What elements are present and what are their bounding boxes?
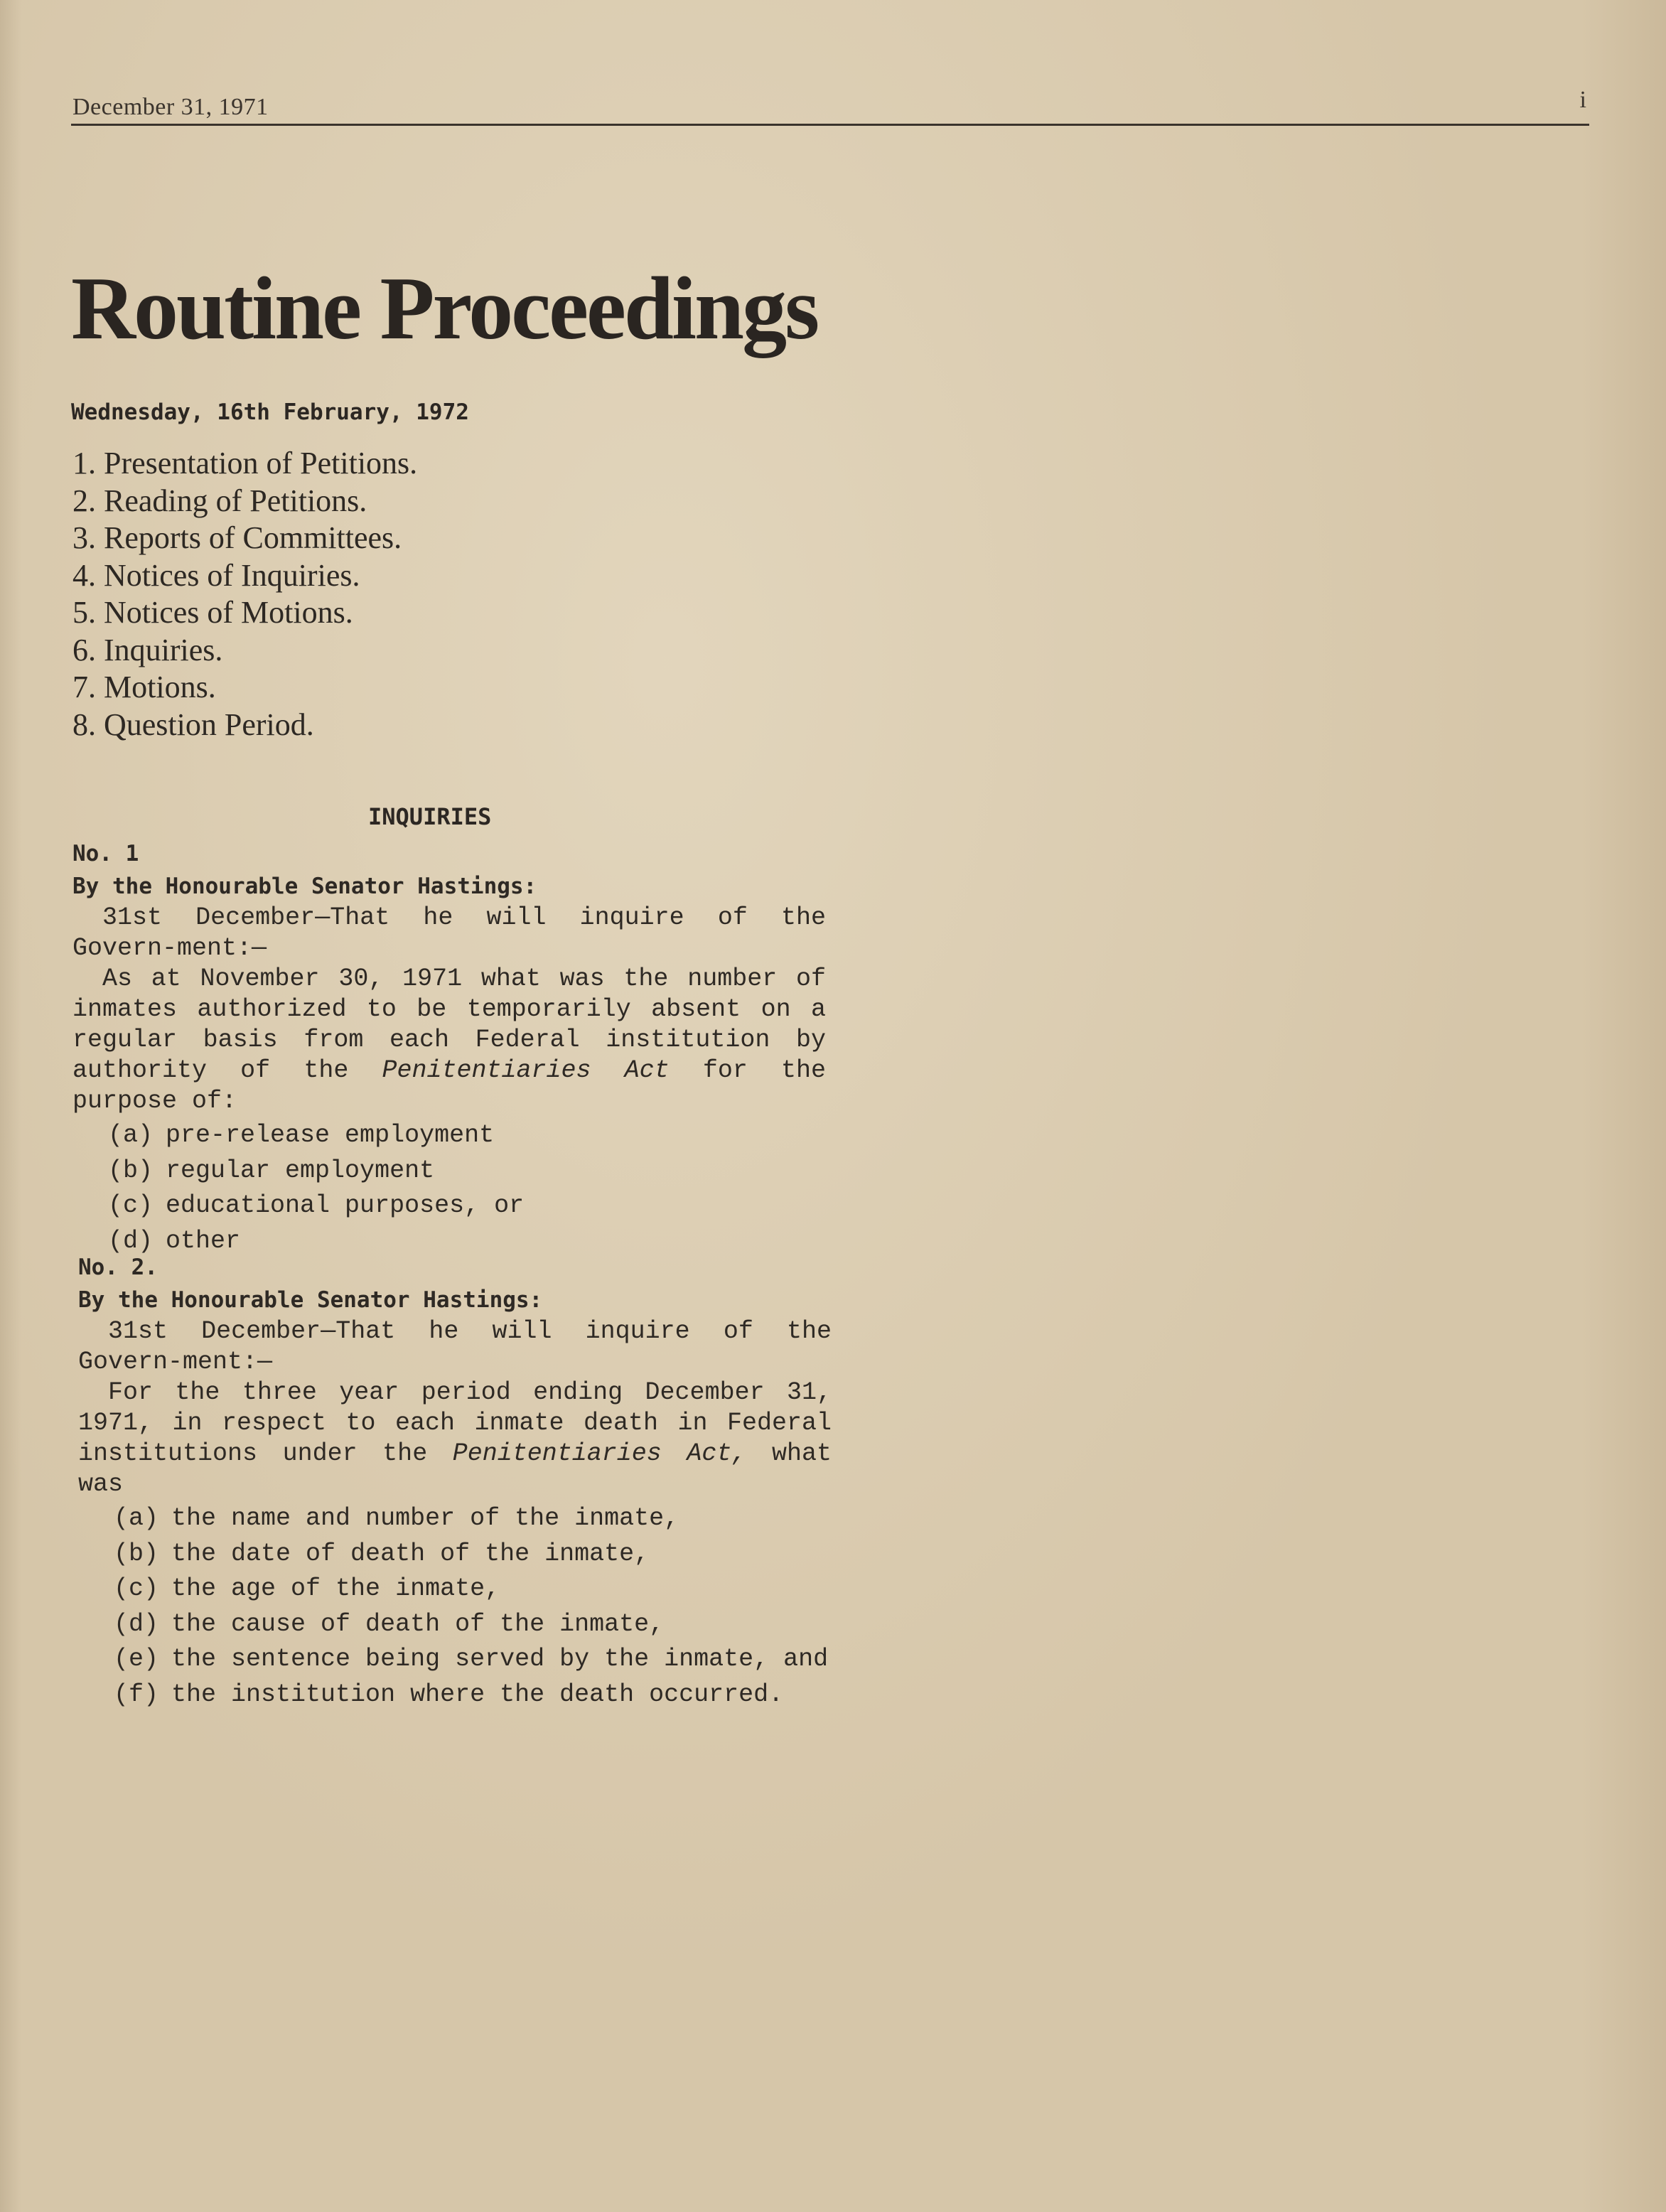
subitem-label: (c) bbox=[114, 1574, 159, 1603]
subitem-text: the date of death of the inmate, bbox=[171, 1539, 650, 1568]
subitem-text: other bbox=[166, 1226, 241, 1255]
subitem-text: the age of the inmate, bbox=[171, 1574, 500, 1603]
inquiry-author: By the Honourable Senator Hastings: bbox=[72, 874, 537, 899]
item-label: Reading of Petitions. bbox=[104, 483, 367, 518]
subitem bbox=[78, 1677, 832, 1713]
subitem bbox=[78, 1642, 832, 1677]
item-label: Question Period. bbox=[104, 707, 314, 742]
item-label: Presentation of Petitions. bbox=[104, 446, 418, 480]
page-title: Routine Proceedings bbox=[71, 259, 818, 358]
subitem-text: the cause of death of the inmate, bbox=[171, 1609, 665, 1638]
item-number: 1. bbox=[72, 446, 96, 480]
proceedings-item bbox=[72, 707, 417, 744]
subitem-label: (d) bbox=[114, 1609, 159, 1638]
inquiry-number: No. 1 bbox=[72, 841, 139, 866]
subitem bbox=[78, 1572, 832, 1607]
inquiry-question bbox=[72, 964, 826, 1117]
inquiry-subitems bbox=[78, 1501, 832, 1712]
question-text: what was bbox=[78, 1439, 832, 1498]
subitem-label: (e) bbox=[114, 1645, 159, 1673]
question-text: As at November 30, 1971 what was the number of inmates authorized to be temporarily absent on a regular basis from each Federal institution by authority of the bbox=[72, 965, 826, 1085]
proceedings-item bbox=[72, 557, 417, 595]
subitem-label: (b) bbox=[108, 1156, 154, 1185]
inquiry-1 bbox=[72, 837, 826, 1259]
act-name: Penitentiaries Act, bbox=[452, 1439, 747, 1468]
subitem-text: regular employment bbox=[166, 1156, 435, 1185]
item-label: Notices of Inquiries. bbox=[104, 557, 360, 593]
header-rule bbox=[71, 124, 1589, 126]
item-number: 5. bbox=[72, 595, 96, 630]
item-number: 7. bbox=[72, 670, 96, 704]
item-number: 3. bbox=[72, 520, 96, 555]
item-number: 8. bbox=[72, 707, 96, 742]
subitem-text: the name and number of the inmate, bbox=[171, 1504, 679, 1532]
inquiry-number: No. 2. bbox=[78, 1255, 158, 1280]
item-number: 2. bbox=[72, 483, 96, 518]
subitem-label: (f) bbox=[114, 1680, 159, 1709]
question-text: for the purpose of: bbox=[72, 1056, 826, 1115]
header-date: December 31, 1971 bbox=[72, 94, 269, 120]
inquiry-question bbox=[78, 1378, 832, 1500]
proceedings-list bbox=[72, 445, 417, 743]
subitem-text: the institution where the death occurred. bbox=[171, 1680, 784, 1709]
proceedings-item bbox=[72, 632, 417, 670]
subitem bbox=[78, 1537, 832, 1572]
inquiry-2 bbox=[78, 1251, 832, 1712]
proceedings-item bbox=[72, 669, 417, 707]
inquiries-heading: INQUIRIES bbox=[368, 803, 492, 830]
act-name: Penitentiaries Act bbox=[382, 1056, 670, 1085]
sitting-date: Wednesday, 16th February, 1972 bbox=[71, 399, 469, 425]
subitem-label: (c) bbox=[108, 1191, 154, 1220]
subitem-text: educational purposes, or bbox=[166, 1191, 525, 1220]
inquiry-intro: 31st December—That he will inquire of the Govern-ment:— bbox=[72, 903, 826, 962]
proceedings-item bbox=[72, 520, 417, 557]
proceedings-item bbox=[72, 594, 417, 632]
subitem-text: the sentence being served by the inmate, and bbox=[171, 1645, 829, 1673]
subitem bbox=[78, 1607, 832, 1643]
subitem bbox=[72, 1118, 826, 1154]
item-number: 4. bbox=[72, 557, 96, 593]
running-header bbox=[71, 87, 1589, 128]
proceedings-item bbox=[72, 445, 417, 483]
inquiry-subitems bbox=[72, 1118, 826, 1259]
subitem-text: pre-release employment bbox=[166, 1121, 495, 1149]
item-label: Notices of Motions. bbox=[104, 595, 353, 630]
subitem-label: (b) bbox=[114, 1539, 159, 1568]
subitem-label: (a) bbox=[108, 1121, 154, 1149]
inquiry-intro: 31st December—That he will inquire of the Govern-ment:— bbox=[78, 1317, 832, 1376]
question-text: For the three year period ending December 31, 1971, in respect to each inmate death in Federal institutions under the bbox=[78, 1378, 832, 1468]
subitem bbox=[78, 1501, 832, 1537]
proceedings-item bbox=[72, 483, 417, 520]
subitem-label: (d) bbox=[108, 1226, 154, 1255]
item-label: Reports of Committees. bbox=[104, 520, 402, 555]
item-label: Motions. bbox=[104, 670, 216, 704]
item-label: Inquiries. bbox=[104, 632, 223, 667]
subitem bbox=[72, 1154, 826, 1189]
item-number: 6. bbox=[72, 632, 96, 667]
page-number: i bbox=[1579, 87, 1586, 113]
subitem-label: (a) bbox=[114, 1504, 159, 1532]
subitem bbox=[72, 1188, 826, 1224]
inquiry-author: By the Honourable Senator Hastings: bbox=[78, 1287, 543, 1313]
